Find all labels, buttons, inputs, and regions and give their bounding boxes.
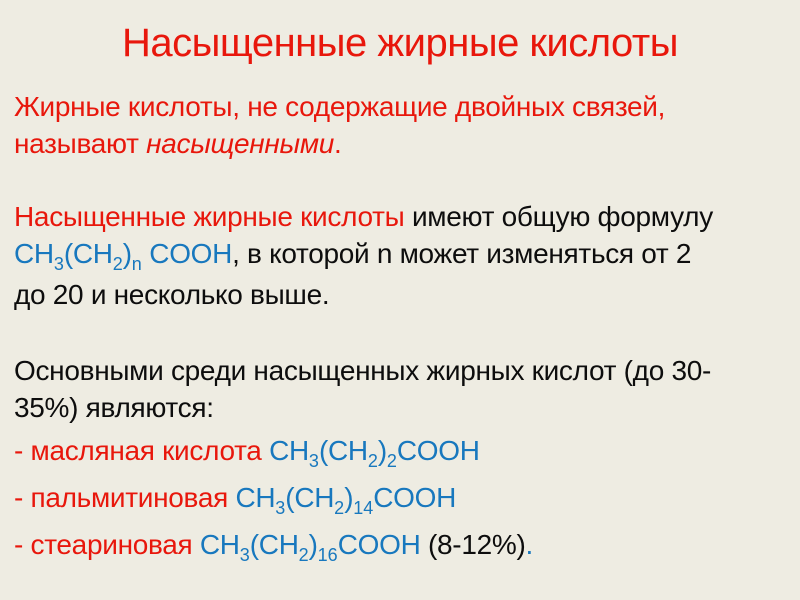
text-segment: COOH bbox=[141, 238, 233, 269]
text-segment: - пальмитиновая bbox=[14, 482, 236, 513]
subscript: 3 bbox=[275, 498, 286, 518]
acid-list-item-butyric bbox=[14, 432, 792, 473]
text-segment: CH bbox=[14, 238, 54, 269]
text-segment: (CH bbox=[63, 238, 113, 269]
text-segment: называют bbox=[14, 128, 147, 159]
subscript: 2 bbox=[298, 545, 309, 565]
main-acids-intro bbox=[14, 352, 792, 426]
text-line bbox=[14, 125, 792, 162]
text-segment: ) bbox=[122, 238, 132, 269]
subscript: 14 bbox=[353, 498, 374, 518]
text-segment: 35%) являются: bbox=[14, 392, 214, 423]
text-line bbox=[14, 352, 792, 389]
subscript: 2 bbox=[386, 451, 397, 471]
text-line bbox=[14, 276, 792, 313]
text-segment: Жирные кислоты, не содержащие двойных связей, bbox=[14, 91, 666, 122]
subscript: 2 bbox=[367, 451, 378, 471]
text-line bbox=[14, 432, 792, 473]
text-segment: . bbox=[525, 529, 533, 560]
slide-title: Насыщенные жирные кислоты bbox=[122, 21, 678, 65]
subscript: 2 bbox=[334, 498, 345, 518]
text-segment: COOH bbox=[337, 529, 421, 560]
subscript: 2 bbox=[112, 254, 123, 274]
subscript: n bbox=[131, 254, 142, 274]
subscript: 3 bbox=[239, 545, 250, 565]
text-segment: ) bbox=[308, 529, 318, 560]
text-segment: насыщенными bbox=[146, 128, 334, 159]
text-line bbox=[14, 479, 792, 520]
subscript: 16 bbox=[317, 545, 338, 565]
text-segment: ) bbox=[344, 482, 354, 513]
text-segment: (CH bbox=[285, 482, 335, 513]
acid-list-item-stearic bbox=[14, 526, 792, 567]
text-segment: COOH bbox=[396, 435, 480, 466]
text-line bbox=[14, 526, 792, 567]
text-segment: - стеариновая bbox=[14, 529, 200, 560]
general-formula-paragraph bbox=[14, 198, 792, 313]
acid-list-item-palmitic bbox=[14, 479, 792, 520]
text-line bbox=[14, 235, 792, 276]
text-segment: . bbox=[333, 128, 342, 159]
text-segment: CH bbox=[235, 482, 276, 513]
text-segment: Основными среди насыщенных жирных кислот (до 30- bbox=[14, 355, 712, 386]
text-segment: (8-12%) bbox=[420, 529, 526, 560]
text-segment: CH bbox=[269, 435, 309, 466]
text-segment: Насыщенные жирные кислоты bbox=[14, 201, 412, 232]
text-segment: COOH bbox=[373, 482, 457, 513]
text-segment: (CH bbox=[249, 529, 299, 560]
text-segment: имеют общую формулу bbox=[411, 201, 713, 232]
text-segment: CH bbox=[199, 529, 240, 560]
text-line bbox=[14, 389, 792, 426]
slide-body bbox=[0, 88, 800, 567]
definition-paragraph bbox=[14, 88, 792, 162]
text-segment: , в которой n может изменяться от 2 bbox=[232, 238, 692, 269]
text-segment: ) bbox=[377, 435, 387, 466]
text-segment: - масляная кислота bbox=[14, 435, 270, 466]
text-segment: до 20 и несколько выше. bbox=[14, 279, 330, 310]
text-line bbox=[14, 198, 792, 235]
subscript: 3 bbox=[53, 254, 64, 274]
text-line bbox=[14, 88, 792, 125]
text-segment: (CH bbox=[318, 435, 368, 466]
subscript: 3 bbox=[308, 451, 319, 471]
